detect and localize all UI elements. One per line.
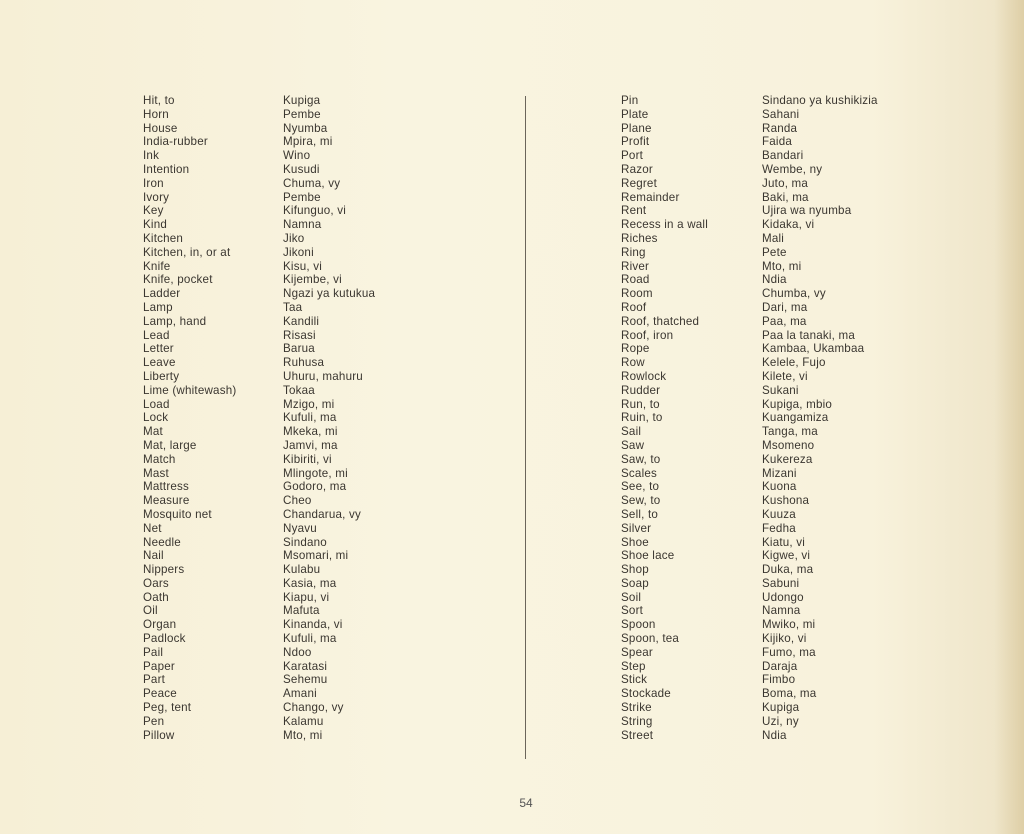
english-term: Roof, thatched (621, 314, 700, 328)
vocabulary-entry (143, 549, 523, 563)
swahili-term: Kifunguo, vi (283, 204, 346, 218)
english-term: Shoe (621, 535, 649, 549)
swahili-term: Kilete, vi (762, 369, 808, 383)
right-column (621, 94, 951, 742)
english-term: Hit, to (143, 94, 175, 107)
swahili-term: Bandari (762, 149, 804, 163)
english-term: Sort (621, 604, 644, 618)
vocabulary-entry (621, 715, 951, 729)
english-term: Knife (143, 259, 171, 273)
vocabulary-entry (143, 522, 523, 536)
vocabulary-entry (621, 508, 951, 522)
english-term: Sail (621, 425, 642, 439)
vocabulary-entry (143, 673, 523, 687)
swahili-term: Mpira, mi (283, 135, 333, 149)
vocabulary-entry (621, 356, 951, 370)
english-term: Rowlock (621, 369, 667, 383)
english-term: Soil (621, 590, 642, 604)
swahili-term: Dari, ma (762, 300, 808, 314)
english-term: Sew, to (621, 494, 661, 508)
vocabulary-entry (621, 536, 951, 550)
swahili-term: Juto, ma (762, 176, 809, 190)
swahili-term: Chandarua, vy (283, 507, 362, 521)
vocabulary-entry (621, 522, 951, 536)
english-term: Key (143, 204, 164, 218)
english-term: Needle (143, 535, 181, 549)
english-term: Ivory (143, 190, 170, 204)
vocabulary-entry (621, 398, 951, 412)
vocabulary-entry (621, 218, 951, 232)
english-term: Port (621, 149, 644, 163)
swahili-term: Msomeno (762, 438, 815, 452)
vocabulary-entry (143, 370, 523, 384)
vocabulary-entry (143, 94, 523, 108)
swahili-term: Sehemu (283, 673, 328, 687)
english-term: Scales (621, 466, 657, 480)
english-term: Pillow (143, 728, 175, 742)
swahili-term: Ngazi ya kutukua (283, 287, 376, 301)
english-term: Match (143, 452, 176, 466)
vocabulary-entry (621, 163, 951, 177)
english-term: Regret (621, 176, 657, 190)
swahili-term: Kupiga (283, 94, 321, 107)
page-number: 54 (519, 796, 533, 810)
english-term: Lock (143, 411, 169, 425)
swahili-term: Sindano (283, 535, 327, 549)
swahili-term: Sabuni (762, 576, 800, 590)
swahili-term: Mto, mi (762, 259, 802, 273)
english-term: Row (621, 356, 645, 370)
vocabulary-entry (621, 729, 951, 743)
vocabulary-entry (143, 591, 523, 605)
english-term: Lamp (143, 300, 173, 314)
vocabulary-entry (621, 701, 951, 715)
vocabulary-entry (621, 273, 951, 287)
vocabulary-entry (621, 687, 951, 701)
english-term: Ruin, to (621, 411, 663, 425)
vocabulary-entry (621, 632, 951, 646)
swahili-term: Risasi (283, 328, 316, 342)
english-term: Silver (621, 521, 652, 535)
swahili-term: Kelele, Fujo (762, 356, 826, 370)
english-term: Plane (621, 121, 652, 135)
vocabulary-entry (143, 232, 523, 246)
vocabulary-entry (143, 301, 523, 315)
english-term: Paper (143, 659, 175, 673)
vocabulary-entry (621, 177, 951, 191)
english-term: Oil (143, 604, 158, 618)
swahili-term: Uhuru, mahuru (283, 369, 363, 383)
english-term: Spoon, tea (621, 632, 680, 646)
swahili-term: Kuangamiza (762, 411, 829, 425)
english-term: Leave (143, 356, 176, 370)
swahili-term: Pembe (283, 190, 321, 204)
swahili-term: Kiatu, vi (762, 535, 806, 549)
swahili-term: Pete (762, 245, 787, 259)
vocabulary-entry (143, 191, 523, 205)
vocabulary-entry (143, 135, 523, 149)
vocabulary-entry (143, 494, 523, 508)
english-term: Rent (621, 204, 647, 218)
swahili-term: Kusudi (283, 162, 320, 176)
vocabulary-entry (621, 425, 951, 439)
vocabulary-entry (621, 384, 951, 398)
vocabulary-entry (143, 273, 523, 287)
english-term: Roof (621, 300, 647, 314)
swahili-term: Jikoni (283, 245, 314, 259)
vocabulary-entry (621, 204, 951, 218)
swahili-term: Kalamu (283, 714, 324, 728)
vocabulary-entry (621, 467, 951, 481)
vocabulary-entry (621, 618, 951, 632)
english-term: Razor (621, 162, 653, 176)
vocabulary-entry (621, 480, 951, 494)
swahili-term: Mali (762, 231, 785, 245)
swahili-term: Kigwe, vi (762, 549, 811, 563)
english-term: Step (621, 659, 646, 673)
english-term: Peace (143, 687, 177, 701)
english-term: Measure (143, 494, 190, 508)
swahili-term: Kupiga (762, 701, 800, 715)
english-term: Peg, tent (143, 701, 192, 715)
english-term: Road (621, 273, 650, 287)
vocabulary-entry (621, 191, 951, 205)
swahili-term: Mizani (762, 466, 797, 480)
english-term: River (621, 259, 650, 273)
swahili-term: Msomari, mi (283, 549, 349, 563)
page-edge-shadow (994, 0, 1024, 834)
vocabulary-entry (143, 218, 523, 232)
english-term: Run, to (621, 397, 660, 411)
vocabulary-entry (143, 508, 523, 522)
english-term: Spoon (621, 618, 656, 632)
english-term: Horn (143, 107, 169, 121)
english-term: Ladder (143, 287, 181, 301)
swahili-term: Mzigo, mi (283, 397, 335, 411)
swahili-term: Kukereza (762, 452, 813, 466)
swahili-term: Chango, vy (283, 701, 344, 715)
swahili-term: Udongo (762, 590, 804, 604)
english-term: Liberty (143, 369, 180, 383)
english-term: House (143, 121, 178, 135)
swahili-term: Fedha (762, 521, 796, 535)
english-term: Remainder (621, 190, 680, 204)
vocabulary-entry (621, 232, 951, 246)
swahili-term: Kupiga, mbio (762, 397, 833, 411)
english-term: Rope (621, 342, 650, 356)
english-term: Nippers (143, 563, 185, 577)
vocabulary-entry (621, 149, 951, 163)
swahili-term: Sukani (762, 383, 799, 397)
swahili-term: Paa, ma (762, 314, 807, 328)
vocabulary-entry (143, 287, 523, 301)
swahili-term: Kandili (283, 314, 320, 328)
vocabulary-entry (143, 204, 523, 218)
swahili-term: Daraja (762, 659, 798, 673)
swahili-term: Kushona (762, 494, 810, 508)
english-term: Knife, pocket (143, 273, 213, 287)
swahili-term: Ujira wa nyumba (762, 204, 852, 218)
vocabulary-entry (143, 398, 523, 412)
swahili-term: Mto, mi (283, 728, 323, 742)
vocabulary-entry (143, 563, 523, 577)
left-column (143, 94, 523, 742)
english-term: Kitchen (143, 231, 184, 245)
vocabulary-entry (621, 439, 951, 453)
vocabulary-entry (143, 149, 523, 163)
swahili-term: Nyumba (283, 121, 328, 135)
swahili-term: Fumo, ma (762, 645, 816, 659)
swahili-term: Kibiriti, vi (283, 452, 332, 466)
vocabulary-entry (621, 411, 951, 425)
vocabulary-entry (143, 618, 523, 632)
english-term: Lamp, hand (143, 314, 207, 328)
vocabulary-entry (143, 439, 523, 453)
vocabulary-entry (143, 604, 523, 618)
swahili-term: Pembe (283, 107, 321, 121)
english-term: Part (143, 673, 166, 687)
english-term: Pail (143, 645, 164, 659)
vocabulary-entry (621, 563, 951, 577)
swahili-term: Kijembe, vi (283, 273, 342, 287)
swahili-term: Kisu, vi (283, 259, 322, 273)
english-term: Strike (621, 701, 652, 715)
swahili-term: Mwiko, mi (762, 618, 816, 632)
swahili-term: Sindano ya kushikizia (762, 94, 878, 107)
english-term: Room (621, 287, 653, 301)
swahili-term: Amani (283, 687, 317, 701)
english-term: Plate (621, 107, 649, 121)
english-term: Kind (143, 218, 168, 232)
vocabulary-entry (143, 729, 523, 743)
vocabulary-entry (621, 604, 951, 618)
english-term: Lead (143, 328, 170, 342)
vocabulary-entry (621, 370, 951, 384)
vocabulary-entry (143, 342, 523, 356)
english-term: Mat, large (143, 438, 197, 452)
vocabulary-entry (621, 577, 951, 591)
english-term: Kitchen, in, or at (143, 245, 231, 259)
swahili-term: Godoro, ma (283, 480, 347, 494)
english-term: Lime (whitewash) (143, 383, 237, 397)
swahili-term: Duka, ma (762, 563, 814, 577)
vocabulary-entry (621, 246, 951, 260)
english-term: Mattress (143, 480, 190, 494)
vocabulary-entry (143, 687, 523, 701)
vocabulary-entry (621, 260, 951, 274)
vocabulary-entry (621, 342, 951, 356)
english-term: Ink (143, 149, 160, 163)
swahili-term: Ndoo (283, 645, 312, 659)
swahili-term: Paa la tanaki, ma (762, 328, 855, 342)
english-term: Pin (621, 94, 639, 107)
vocabulary-entry (143, 480, 523, 494)
vocabulary-entry (621, 660, 951, 674)
vocabulary-entry (621, 108, 951, 122)
vocabulary-entry (143, 715, 523, 729)
swahili-term: Chumba, vy (762, 287, 826, 301)
vocabulary-entry (621, 315, 951, 329)
english-term: Mat (143, 425, 163, 439)
vocabulary-entry (143, 646, 523, 660)
swahili-term: Ndia (762, 728, 787, 742)
swahili-term: Kiapu, vi (283, 590, 330, 604)
english-term: Oars (143, 576, 169, 590)
swahili-term: Tanga, ma (762, 425, 818, 439)
english-term: Intention (143, 162, 190, 176)
english-term: Saw (621, 438, 645, 452)
swahili-term: Wembe, ny (762, 162, 823, 176)
english-term: Ring (621, 245, 646, 259)
english-term: Sell, to (621, 507, 659, 521)
swahili-term: Jiko (283, 231, 305, 245)
english-term: Pen (143, 714, 165, 728)
swahili-term: Kinanda, vi (283, 618, 343, 632)
swahili-term: Randa (762, 121, 798, 135)
english-term: Shoe lace (621, 549, 675, 563)
vocabulary-entry (621, 453, 951, 467)
vocabulary-entry (143, 701, 523, 715)
swahili-term: Karatasi (283, 659, 328, 673)
vocabulary-entry (143, 536, 523, 550)
swahili-term: Kuuza (762, 507, 796, 521)
english-term: Mast (143, 466, 169, 480)
english-term: Mosquito net (143, 507, 212, 521)
vocabulary-entry (143, 425, 523, 439)
english-term: Riches (621, 231, 658, 245)
vocabulary-entry (621, 301, 951, 315)
swahili-term: Kasia, ma (283, 576, 337, 590)
swahili-term: Kufuli, ma (283, 632, 337, 646)
swahili-term: Mlingote, mi (283, 466, 348, 480)
swahili-term: Taa (283, 300, 303, 314)
swahili-term: Tokaa (283, 383, 315, 397)
vocabulary-entry (143, 356, 523, 370)
vocabulary-entry (621, 287, 951, 301)
english-term: Net (143, 521, 162, 535)
swahili-term: Fimbo (762, 673, 796, 687)
swahili-term: Uzi, ny (762, 714, 799, 728)
vocabulary-entry (621, 549, 951, 563)
vocabulary-entry (143, 577, 523, 591)
english-term: Street (621, 728, 654, 742)
swahili-term: Chuma, vy (283, 176, 341, 190)
english-term: Recess in a wall (621, 218, 708, 232)
swahili-term: Baki, ma (762, 190, 809, 204)
swahili-term: Wino (283, 149, 311, 163)
swahili-term: Kulabu (283, 563, 321, 577)
english-term: Shop (621, 563, 649, 577)
vocabulary-entry (143, 453, 523, 467)
english-term: Roof, iron (621, 328, 674, 342)
english-term: Spear (621, 645, 653, 659)
english-term: Profit (621, 135, 650, 149)
vocabulary-entry (143, 660, 523, 674)
vocabulary-entry (621, 122, 951, 136)
swahili-term: Mkeka, mi (283, 425, 338, 439)
swahili-term: Kijiko, vi (762, 632, 807, 646)
vocabulary-entry (143, 108, 523, 122)
swahili-term: Boma, ma (762, 687, 817, 701)
column-divider (525, 96, 526, 759)
swahili-term: Faida (762, 135, 793, 149)
vocabulary-entry (143, 260, 523, 274)
english-term: See, to (621, 480, 660, 494)
english-term: Stick (621, 673, 648, 687)
vocabulary-entry (143, 384, 523, 398)
english-term: Organ (143, 618, 177, 632)
vocabulary-entry (143, 122, 523, 136)
swahili-term: Ruhusa (283, 356, 325, 370)
english-term: Rudder (621, 383, 661, 397)
vocabulary-entry (621, 591, 951, 605)
swahili-term: Barua (283, 342, 315, 356)
vocabulary-entry (143, 177, 523, 191)
english-term: Saw, to (621, 452, 661, 466)
vocabulary-entry (143, 467, 523, 481)
vocabulary-entry (143, 246, 523, 260)
swahili-term: Cheo (283, 494, 312, 508)
vocabulary-entry (621, 673, 951, 687)
swahili-term: Jamvi, ma (283, 438, 338, 452)
vocabulary-entry (143, 163, 523, 177)
swahili-term: Sahani (762, 107, 800, 121)
english-term: Soap (621, 576, 649, 590)
swahili-term: Kidaka, vi (762, 218, 815, 232)
vocabulary-entry (143, 315, 523, 329)
vocabulary-entry (621, 329, 951, 343)
swahili-term: Ndia (762, 273, 787, 287)
swahili-term: Namna (283, 218, 322, 232)
english-term: Stockade (621, 687, 671, 701)
vocabulary-entry (621, 94, 951, 108)
vocabulary-entry (621, 646, 951, 660)
english-term: Iron (143, 176, 164, 190)
swahili-term: Kufuli, ma (283, 411, 337, 425)
english-term: Letter (143, 342, 174, 356)
english-term: String (621, 714, 653, 728)
vocabulary-entry (621, 135, 951, 149)
vocabulary-entry (621, 494, 951, 508)
vocabulary-entry (143, 411, 523, 425)
swahili-term: Namna (762, 604, 801, 618)
english-term: Nail (143, 549, 164, 563)
swahili-term: Kambaa, Ukambaa (762, 342, 865, 356)
swahili-term: Mafuta (283, 604, 320, 618)
english-term: Load (143, 397, 170, 411)
vocabulary-entry (143, 329, 523, 343)
english-term: Padlock (143, 632, 186, 646)
english-term: India-rubber (143, 135, 208, 149)
swahili-term: Kuona (762, 480, 797, 494)
vocabulary-entry (143, 632, 523, 646)
english-term: Oath (143, 590, 169, 604)
swahili-term: Nyavu (283, 521, 317, 535)
